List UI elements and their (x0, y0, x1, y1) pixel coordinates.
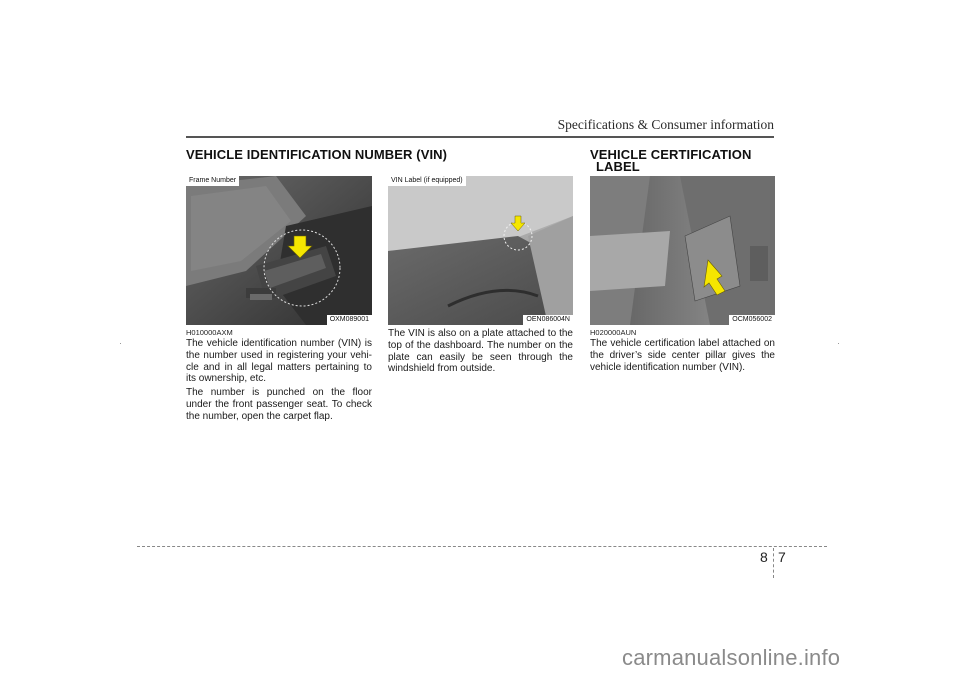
cert-label-figure-id: OCM056002 (729, 315, 775, 325)
vin-body-column2 (388, 328, 573, 377)
margin-dot-right (838, 343, 839, 344)
vin-paragraph-3: The VIN is also on a plate attached to the top of the dashboard. The number on the plate can easily be seen through the windshield from outside. (388, 328, 573, 375)
chapter-number: 8 (760, 549, 768, 565)
running-header-title: Specifications & Consumer information (557, 117, 774, 132)
watermark: carmanualsonline.info (622, 645, 841, 670)
frame-number-figure-id: OXM089001 (327, 315, 372, 325)
cert-heading-line2: LABEL (596, 159, 640, 174)
margin-dot-left (120, 343, 121, 344)
page-number-divider (773, 548, 774, 578)
vin-label-photo (388, 176, 573, 325)
vin-heading: VEHICLE IDENTIFICATION NUMBER (VIN) (186, 147, 448, 162)
header-rule (186, 136, 774, 138)
vin-label-illustration (388, 176, 573, 325)
page-number: 7 (778, 549, 786, 565)
footer-rule (137, 546, 827, 547)
vin-paragraph-1: The vehicle identification number (VIN) is the number used in registering your vehi-cle and in all legal matters pertaining to its ownership, etc. (186, 338, 372, 385)
cert-label-illustration (590, 176, 775, 325)
vin-body-column1 (186, 338, 372, 425)
vin-paragraph-2: The number is punched on the floor under the front passenger seat. To check the number, open the carpet flap. (186, 387, 372, 422)
cert-code: H020000AUN (590, 328, 637, 337)
frame-number-illustration (186, 176, 372, 325)
vin-label-figure-id: OEN086004N (523, 315, 573, 325)
vin-code: H010000AXM (186, 328, 233, 337)
cert-body (590, 338, 775, 375)
frame-number-caption: Frame Number (186, 176, 239, 186)
cert-label-photo (590, 176, 775, 325)
cert-heading-line1: VEHICLE CERTIFICATION (590, 147, 752, 162)
frame-number-photo (186, 176, 372, 325)
vin-label-caption: VIN Label (if equipped) (388, 176, 466, 186)
cert-heading (590, 149, 751, 173)
cert-paragraph-1: The vehicle certification label attached on the driver’s side center pillar gives the vehicle identification number (VIN). (590, 338, 775, 373)
